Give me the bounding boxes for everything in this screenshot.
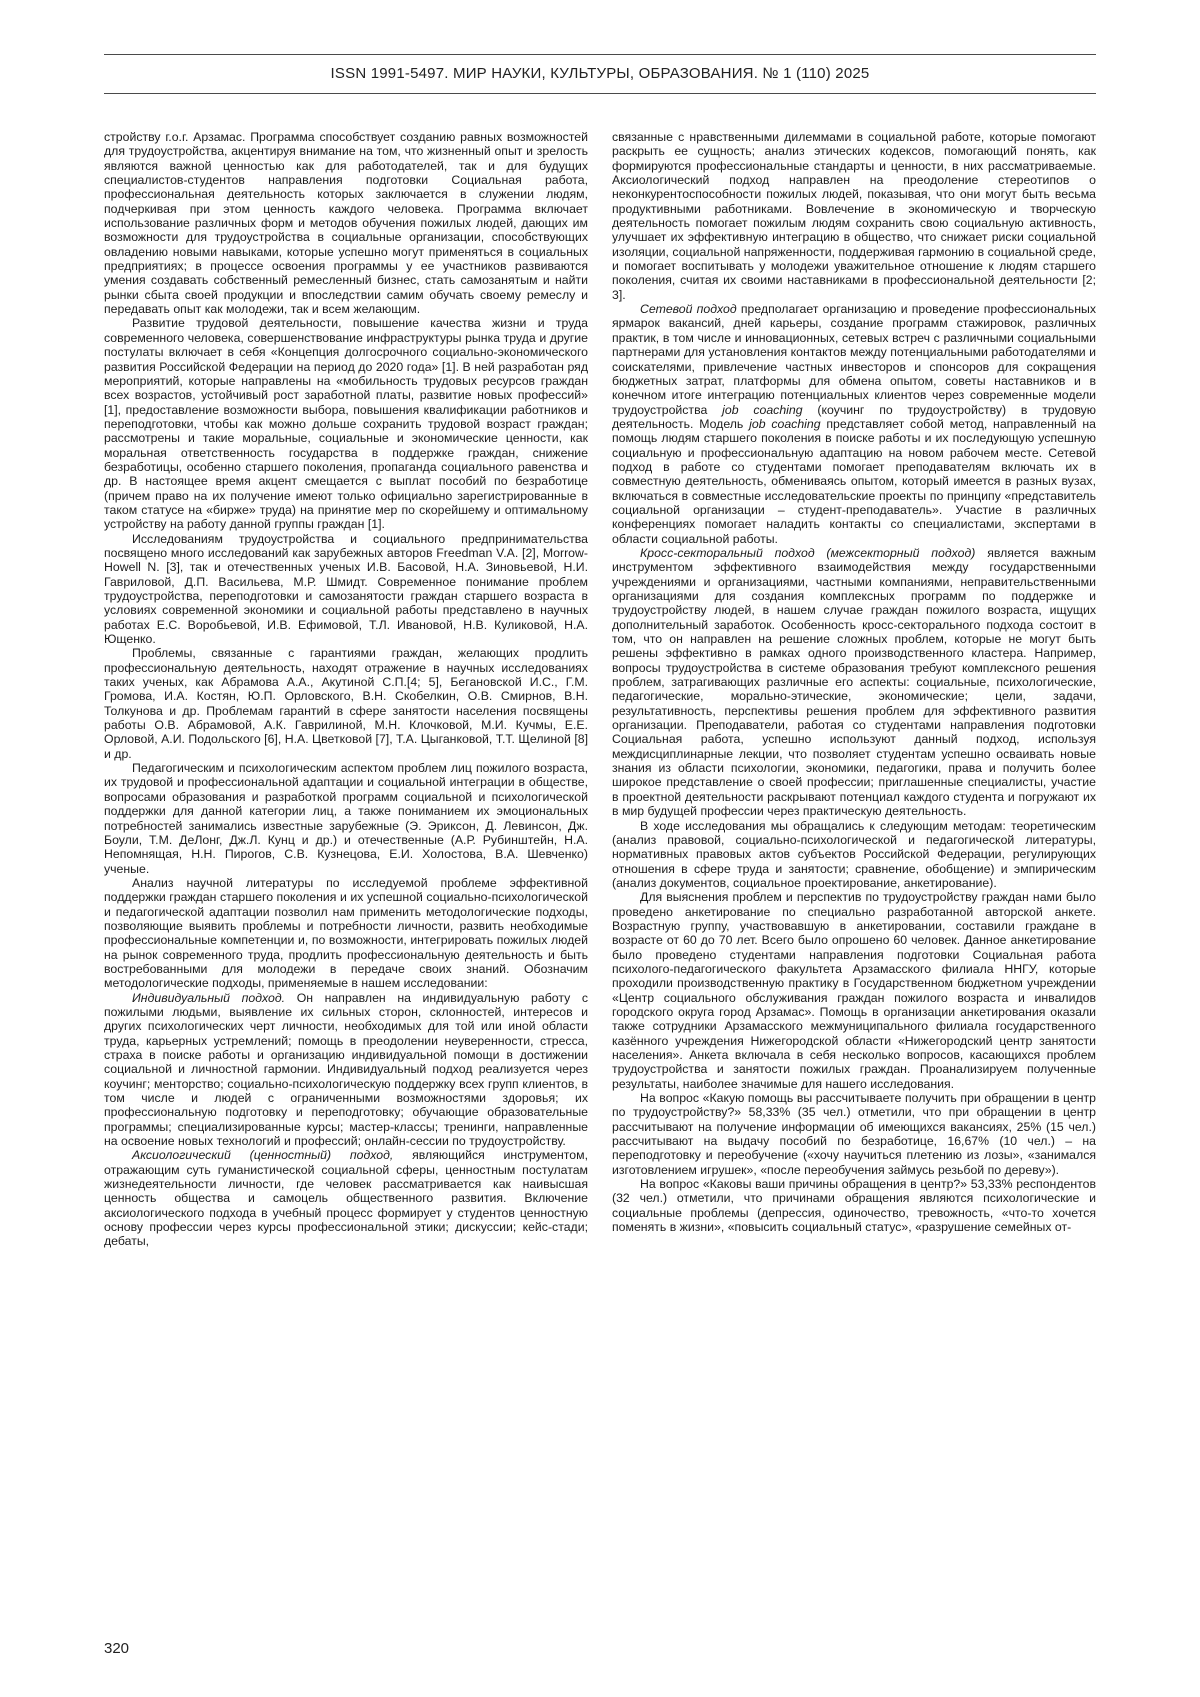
- text-segment: стройству г.о.г. Арзамас. Программа способствует созданию равных возможностей для трудоустройства, акцентируя внимание на том, что жизненный опыт и зрелость являются важной ценностью как для работодателей, так и для будущих специалистов-студентов направления подготовки Социальная работа, профессиональная деятельность которых заключается в служении людям, подчеркивая при этом ценность каждого человека. Программа включает использование различных форм и методов обучения пожилых людей, дающих им возможности для трудоустройства в социальные организации, способствующих овладению новыми навыками, которые успешно могут применяться в социальных предприятиях; в процессе освоения программы у ее участников развиваются умения создавать собственный ремесленный бизнес, стать самозанятым и найти рынки сбыта своей продукции и впоследствии самим обучать своему ремеслу и передавать опыт как молодежи, так и всем желающим.: [104, 130, 588, 317]
- paragraph: [104, 1148, 588, 1248]
- text-segment: Проблемы, связанные с гарантиями граждан, желающих продлить профессиональную деятельность, находят отражение в научных исследованиях таких ученых, как Абрамова А.А., Акутиной С.П.[4; 5], Бегановской И.С., Г.М. Громова, И.А. Костян, Ю.П. Орловского, В.Н. Скобелкин, О.В. Смирнов, В.Н. Толкунова и др. Проблемам гарантий в сфере занятости населения посвящены работы О.В. Абрамовой, А.К. Гаврилиной, М.Н. Клочковой, М.И. Кучмы, Е.Е. Орловой, А.И. Подольского [6], Н.А. Цветковой [7], Т.А. Цыганковой, Т.Т. Щелиной [8] и др.: [104, 646, 588, 761]
- paragraph: [104, 130, 588, 316]
- paragraph: [612, 819, 1096, 891]
- paragraph: [612, 302, 1096, 546]
- text-segment: являющийся инструментом, отражающим суть гуманистической социальной сферы, ценностным постулатам жизнедеятельности личности, где человек рассматривается как наивысшая ценность общества и самоцель общественного развития. Включение аксиологического подхода в учебный процесс формирует у студентов ценностную основу профессии через курсы профессиональной этики; дискуссии; кейс-стади; дебаты,: [104, 1148, 588, 1249]
- journal-header: [104, 54, 1096, 94]
- italic-text-segment: job coaching: [722, 402, 803, 417]
- page-footer: [104, 1640, 129, 1657]
- paragraph: [104, 991, 588, 1149]
- text-segment: Для выяснения проблем и перспектив по трудоустройству граждан нами было проведено анкетирование по специально разработанной авторской анкете. Возрастную группу, участвовавшую в анкетировании, составили граждане в возрасте от 60 до 70 лет. Всего было опрошено 60 человек. Данное анкетирование было проведено студентами направления подготовки Социальная работа психолого-педагогического факультета Арзамасского филиала ННГУ, которые проходили производственную практику в Государственном бюджетном учреждении «Центр социального обслуживания граждан пожилого возраста и инвалидов городского округа город Арзамас». Помощь в организации анкетирования оказали также сотрудники Арзамасского межмуниципального филиала государственного казённого учреждения Нижегородской области «Нижегородский центр занятости населения». Анкета включала в себя несколько вопросов, касающихся проблем трудоустройства и занятости пожилых граждан. Проанализируем полученные результаты, наиболее значимые для нашего исследования.: [612, 890, 1096, 1091]
- paragraph: [612, 1091, 1096, 1177]
- text-segment: (коучинг по трудоустройству) в трудовую деятельность. Модель: [612, 402, 1096, 431]
- text-segment: Развитие трудовой деятельности, повышение качества жизни и труда современного человека, совершенствование инфраструктуры рынка труда и другие постулаты включает в себя «Концепция долгосрочного социально-экономического развития Российской Федерации на период до 2020 года» [1]. В ней разработан ряд мероприятий, которые направлены на «мобильность трудовых ресурсов граждан всех возрастов, устойчивый рост заработной платы, развитие новых профессий» [1], предоставление возможности выбора, повышения квалификации работников и переподготовки, чтобы как можно дольше сохранить трудовой возраст граждан; рассмотрены и такие моральные, социальные и экономические ценности, как моральная ответственность государства в поддержке граждан, снижение безработицы, особенно старшего поколения, пропаганда социального равенства и др. В настоящее время акцент смещается с выплат пособий по безработице (причем право на их получение имеют только официально зарегистрированные в таком статусе на «бирже» труда) на принятие мер по скорейшему и оптимальному устройству на работу данной группы граждан [1].: [104, 316, 588, 532]
- right-column: [612, 130, 1096, 1249]
- text-segment: На вопрос «Какую помощь вы рассчитываете получить при обращении в центр по трудоустройству?» 58,33% (35 чел.) отметили, что при обращении в центр рассчитывают на получение информации об имеющихся вакансиях, 25% (15 чел.) рассчитывают на выдачу пособий по безработице, 16,67% (10 чел.) – на переподготовку и переобучение («хочу научиться плетению из лозы», «занимался изготовлением игрушек», «после переобучения займусь резьбой по дереву»).: [612, 1091, 1096, 1177]
- paragraph: [612, 890, 1096, 1091]
- text-segment: является важным инструментом эффективного взаимодействия между государственными учреждениями и организациями, частными компаниями, неправительственными организациями для создания комплексных программ по поддержке и трудоустройству людей, в нашем случае граждан пожилого возраста, ищущих дополнительный заработок. Особенность кросс-секторального подхода состоит в том, что он направлен на решение сложных проблем, которые не могут быть решены эффективно в рамках одного производственного кластера. Например, вопросы трудоустройства в системе образования требуют комплексного решения проблем, затрагивающих различные его аспекты: социальные, психологические, педагогические, морально-этические, экономические; цели, задачи, результативность, перспективы решения проблем для эффективного развития организации. Преподаватели, работая со студентами направления подготовки Социальная работа, успешно используют данный подход, используя междисциплинарные лекции, что позволяет студентам успешно осваивать новые знания из области психологии, экономики, педагогики, права и получить более широкое представление о своей профессии; приглашенные специалисты, участие в проектной деятельности раскрывают потенциал каждого студента и погружают их в мир будущей профессии через практическую деятельность.: [612, 545, 1096, 819]
- article-body: [104, 130, 1096, 1249]
- text-segment: Исследованиям трудоустройства и социального предпринимательства посвящено много исследований как зарубежных авторов Freedman V.A. [2], Morrow-Howell N. [3], так и отечественных ученых И.В. Басовой, Н.А. Зиновьевой, Н.И. Гавриловой, Д.П. Васильева, М.Р. Шмидт. Современное понимание проблем трудоустройства, переподготовки и самозанятости граждан старшего возраста в условиях современной экономики и социальной работы представлено в научных работах Е.С. Воробьевой, И.В. Ефимовой, Т.Л. Ивановой, Н.В. Куликовой, Н.А. Ющенко.: [104, 531, 588, 647]
- left-column: [104, 130, 588, 1249]
- text-segment: представляет собой метод, направленный на помощь людям старшего поколения в поиске работы и их последующую успешную социальную и профессиональную адаптацию на новом рабочем месте. Сетевой подход в работе со студентами помогает преподавателям включать их в совместную деятельность, обмениваясь опытом, который имеется в разных вузах, включаться в совместные исследовательские проекты по принципу «представитель социальной организации – студент-преподаватель». Участие в различных конференциях помогает наладить контакты со специалистами, экспертами в области социальной работы.: [612, 416, 1096, 546]
- text-segment: На вопрос «Каковы ваши причины обращения в центр?» 53,33% респондентов (32 чел.) отметили, что причинами обращения являются психологические и социальные проблемы (депрессия, одиночество, тревожность, «что-то хочется поменять в жизни», «повысить социальный статус», «разрушение семейных от-: [612, 1177, 1096, 1235]
- paragraph: [104, 876, 588, 991]
- journal-header-text: ISSN 1991-5497. МИР НАУКИ, КУЛЬТУРЫ, ОБРАЗОВАНИЯ. № 1 (110) 2025: [330, 65, 870, 82]
- italic-text-segment: job coaching: [749, 416, 821, 431]
- italic-text-segment: Аксиологический (ценностный) подход,: [132, 1148, 394, 1163]
- paragraph: [612, 1177, 1096, 1234]
- paragraph: [612, 130, 1096, 302]
- text-segment: предполагает организацию и проведение профессиональных ярмарок вакансий, дней карьеры, создание программ стажировок, различных практик, в том числе и инновационных, сетевых встреч с различными социальными партнерами для установления контактов между потенциальными работодателями и соискателями, привлечение частных инвесторов и спонсоров для сокращения бюджетных затрат, платформы для обмена опытом, советы наставников и в конечном итоге интеграцию потенциальных клиентов через современные модели трудоустройства: [612, 302, 1096, 417]
- paragraph: [104, 761, 588, 876]
- italic-text-segment: Индивидуальный подход.: [132, 990, 286, 1005]
- text-segment: Он направлен на индивидуальную работу с пожилыми людьми, выявление их сильных сторон, склонностей, интересов и других психологических черт личности, необходимых для той или иной области труда, карьерных устремлений; помощь в преодолении неуверенности, стресса, страха в поиске работы и организацию индивидуальной помощи в достижении социальной и личностной гармонии. Индивидуальный подход реализуется через коучинг; менторство; социально-психологическую поддержку всех групп клиентов, в том числе и людей с ограниченными возможностями здоровья; их профессиональную подготовку и переподготовку; обучающие образовательные программы; специализированные курсы; мастер-классы; тренинги, направленные на освоение новых технологий и профессий; онлайн-сессии по трудоустройству.: [104, 990, 588, 1149]
- text-segment: связанные с нравственными дилеммами в социальной работе, которые помогают раскрыть ее сущность; анализ этических кодексов, помогающий понять, как формируются профессиональные стандарты и ценности, в них рассматриваемые. Аксиологический подход направлен на преодоление стереотипов о неконкурентоспособности пожилых людей, показывая, что они могут быть весьма продуктивными работниками. Вовлечение в экономическую и творческую деятельность помогает пожилым людям сохранить свою социальную активность, улучшает их эффективную интеграцию в общество, что снижает риски социальной изоляции, социальной напряженности, поддерживая гармонию в социальной среде, и помогает воспитывать у молодежи уважительное отношение к людям старшего поколения, считая их своими наставниками в профессиональной деятельности [2; 3].: [612, 130, 1096, 302]
- paragraph: [104, 532, 588, 647]
- italic-text-segment: Сетевой подход: [640, 302, 737, 317]
- text-segment: Анализ научной литературы по исследуемой проблеме эффективной поддержки граждан старшего поколения и их успешной социально-психологической и педагогической адаптации позволил нам применить методологические подходы, позволяющие выявить проблемы и потребности личности, развить необходимые профессиональные компетенции и, по возможности, интегрировать пожилых людей на рынок современного труда, продлить профессиональную деятельность и быть востребованными для молодежи в передаче своих знаний. Обозначим методологические подходы, применяемые в нашем исследовании:: [104, 875, 588, 991]
- text-segment: Педагогическим и психологическим аспектом проблем лиц пожилого возраста, их трудовой и профессиональной адаптации и социальной интеграции в обществе, вопросами образования и разработкой программ социальной и психологической поддержки для данной категории лиц, а также пониманием их эмоциональных потребностей занимались известные зарубежные (Э. Эриксон, Д. Левинсон, Дж. Боули, Т.М. ДеЛонг, Дж.Л. Кунц и др.) и отечественные (А.Р. Рубинштейн, Н.А. Непомнящая, Н.Н. Пирогов, С.В. Кузнецова, Е.И. Холостова, В.А. Шевченко) ученые.: [104, 761, 588, 876]
- text-segment: В ходе исследования мы обращались к следующим методам: теоретическим (анализ правовой, социально-психологической и педагогической литературы, нормативных правовых актов субъектов Российской Федерации, регулирующих отношения в сфере труда и занятости; сравнение, обобщение) и эмпирическим (анализ документов, социальное проектирование, анкетирование).: [612, 818, 1096, 890]
- italic-text-segment: Кросс-секторальный подход (межсекторный подход): [640, 545, 976, 560]
- page-number: 320: [104, 1640, 130, 1657]
- paragraph: [104, 646, 588, 761]
- paragraph: [612, 546, 1096, 819]
- paragraph: [104, 316, 588, 531]
